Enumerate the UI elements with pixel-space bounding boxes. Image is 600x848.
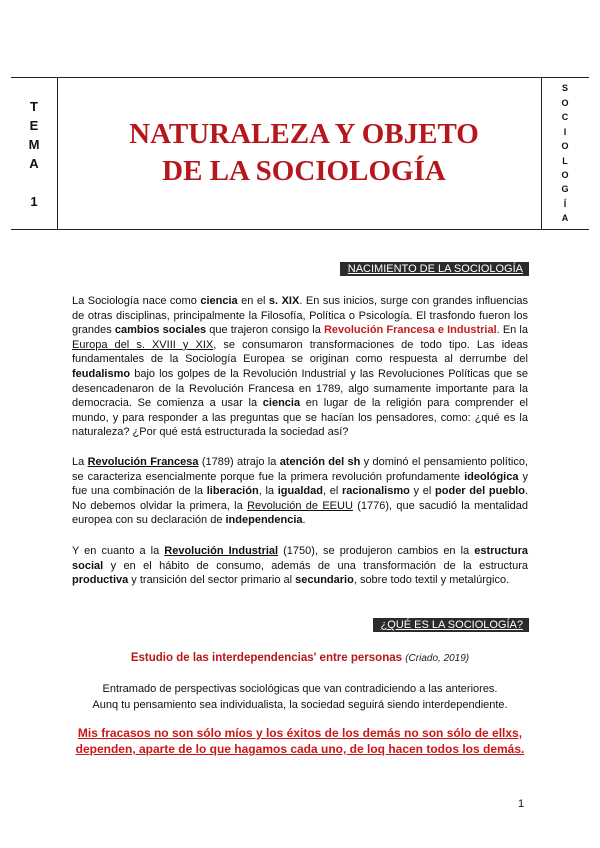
definition-text: Estudio de las interdependencias' entre personas — [130, 652, 403, 664]
tema-vertical-label — [11, 78, 57, 229]
section-heading-nacimiento: NACIMIENTO DE LA SOCIOLOGÍA — [340, 262, 529, 276]
note — [60, 681, 540, 713]
socio-letter: A — [561, 213, 569, 224]
sociologia-vertical-label — [541, 78, 589, 229]
tema-letter: T — [30, 98, 38, 114]
socio-letter: O — [561, 169, 569, 180]
title-line-1: NATURALEZA Y OBJETO — [129, 118, 479, 150]
highlight-quote — [60, 725, 540, 757]
title-line-2: DE LA SOCIOLOGÍA — [162, 155, 446, 187]
paragraph-nacimiento: La Sociología nace como ciencia en el s. XIX. En sus inicios, surge con grandes influencias de otras disciplinas, principalmente la Filosofía, Política o Psicología. El trasfondo fueron los grandes cambios sociales que trajeron consigo la Revolución Francesa e Industrial. En la Europa del s. XVIII y XIX, se consumaron transformaciones de todo tipo. Las ideas fundamentales de la Sociología Europea se originan como respuesta al derrumbe del feudalismo bajo los golpes de la Revolución Industrial y las Revoluciones Políticas que se desencadenaron de la Revolución Francesa en 1789, algo sumamente importante para la democracia. Se comienza a usar la ciencia en lugar de la religión para comprender el mundo, y para responder a las preguntas que se hacían los pensadores, como: ¿qué es la naturaleza? ¿Por qué está estructurada la sociedad así? — [72, 295, 528, 439]
page-number: 1 — [518, 798, 525, 810]
socio-letter: L — [562, 155, 568, 166]
note-line-2: Aunq tu pensamiento sea individualista, la sociedad seguirá siendo interdependiente. — [92, 699, 508, 711]
tema-letter: M — [28, 136, 40, 152]
tema-number: 1 — [30, 193, 38, 209]
tema-letter: E — [29, 117, 39, 133]
socio-letter: G — [561, 184, 569, 195]
section-heading-que-es: ¿QUÉ ES LA SOCIOLOGÍA? — [373, 618, 529, 632]
definition — [60, 652, 540, 664]
tema-letter: A — [29, 155, 39, 171]
socio-letter: O — [561, 141, 569, 152]
socio-letter: I — [563, 126, 567, 137]
definition-citation: (Criado, 2019) — [405, 653, 470, 664]
socio-letter: O — [561, 97, 569, 108]
quote-line-2: dependen, aparte de lo que hagamos cada uno, de loq hacen todos los demás. — [75, 742, 525, 756]
quote-line-1: Mis fracasos no son sólo míos y los éxitos de los demás no son sólo de ellxs, — [77, 726, 523, 740]
socio-letter: C — [561, 112, 569, 123]
paragraph-revolucion-francesa: La Revolución Francesa (1789) atrajo la atención del sh y dominó el pensamiento político, se caracteriza esencialmente porque fue la primera revolución profundamente ideológica y fue una combinación de la liberación, la igualdad, el racionalismo y el poder del pueblo. No debemos olvidar la primera, la Revolución de EEUU (1776), que sacudió la mentalidad europea con su declaración de independencia. — [72, 456, 529, 527]
socio-letter: S — [561, 83, 568, 94]
header-box — [11, 77, 589, 230]
header-divider-left — [57, 78, 58, 229]
note-line-1: Entramado de perspectivas sociológicas que van contradiciendo a las anteriores. — [102, 683, 498, 695]
paragraph-revolucion-industrial: Y en cuanto a la Revolución Industrial (1750), se produjeron cambios en la estructura social y en el hábito de consumo, además de una transformación de la estructura productiva y transición del sector primario al secundario, sobre todo textil y metalúrgico. — [72, 545, 528, 587]
socio-letter: Í — [563, 198, 567, 209]
page-title — [69, 116, 539, 190]
